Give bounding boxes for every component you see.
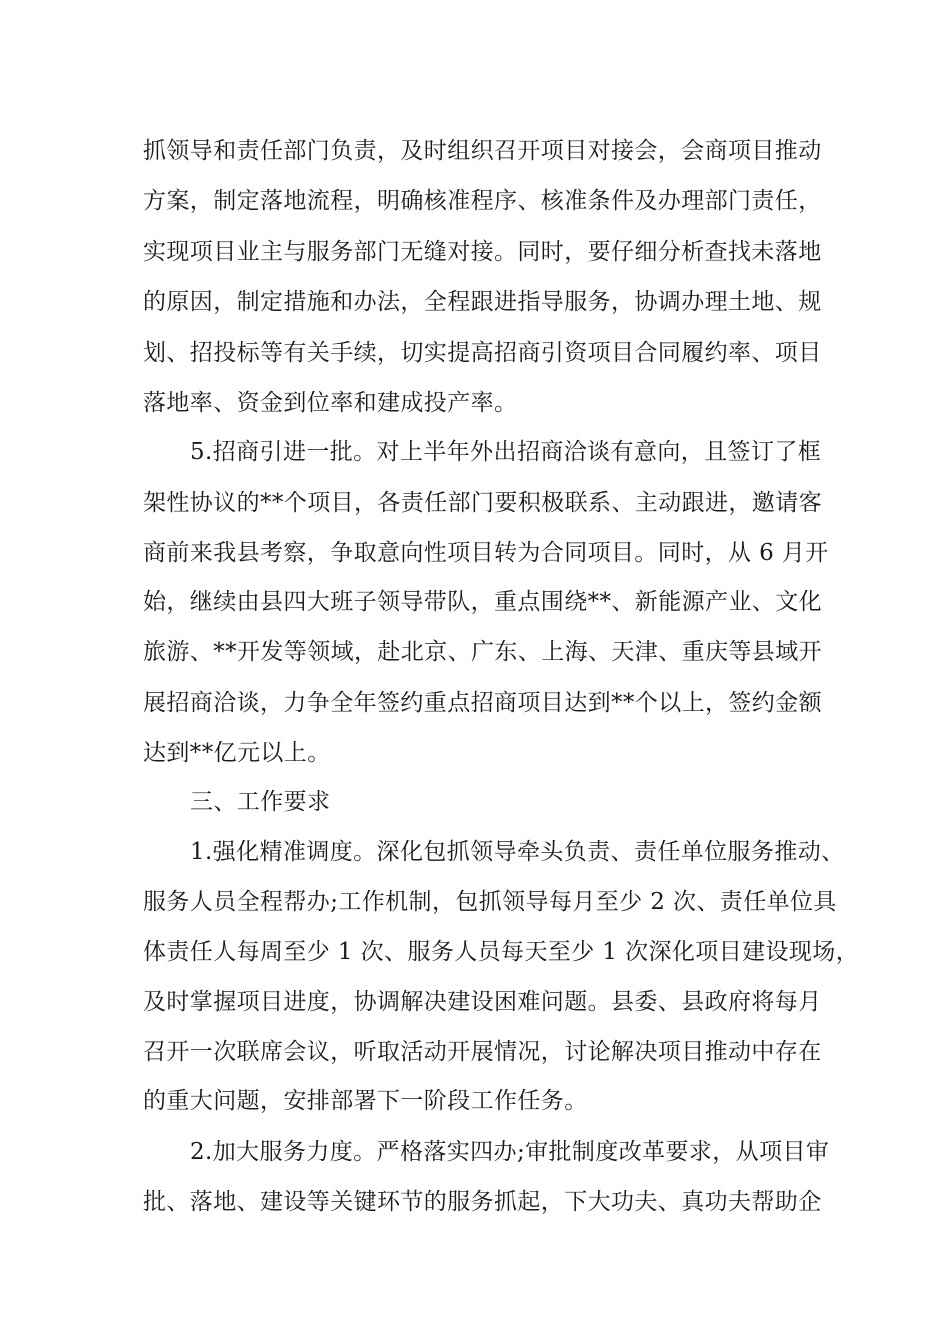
paragraph-line: 的原因，制定措施和办法，全程跟进指导服务，协调办理土地、规 (143, 289, 822, 315)
paragraph-line: 架性协议的**个项目，各责任部门要积极联系、主动跟进，邀请客 (143, 490, 822, 516)
paragraph-line: 服务人员全程帮办;工作机制，包抓领导每月至少 2 次、责任单位具 (143, 889, 837, 915)
paragraph-line: 抓领导和责任部门负责，及时组织召开项目对接会，会商项目推动 (143, 138, 822, 164)
paragraph-line: 落地率、资金到位率和建成投产率。 (143, 390, 518, 416)
paragraph-line: 2.加大服务力度。严格落实四办;审批制度改革要求，从项目审 (190, 1139, 830, 1165)
paragraph-line: 批、落地、建设等关键环节的服务抓起，下大功夫、真功夫帮助企 (143, 1189, 822, 1215)
paragraph-line: 达到**亿元以上。 (143, 740, 331, 766)
paragraph-line: 1.强化精准调度。深化包抓领导牵头负责、责任单位服务推动、 (190, 839, 845, 865)
section-heading: 三、工作要求 (190, 789, 331, 815)
paragraph-line: 始，继续由县四大班子领导带队，重点围绕**、新能源产业、文化 (143, 589, 822, 615)
paragraph-line: 召开一次联席会议，听取活动开展情况，讨论解决项目推动中存在 (143, 1039, 822, 1065)
paragraph-line: 方案，制定落地流程，明确核准程序、核准条件及办理部门责任， (143, 188, 822, 214)
paragraph-line: 旅游、**开发等领域，赴北京、广东、上海、天津、重庆等县域开 (143, 639, 822, 665)
paragraph-line: 体责任人每周至少 1 次、服务人员每天至少 1 次深化项目建设现场， (143, 939, 860, 965)
paragraph-line: 商前来我县考察，争取意向性项目转为合同项目。同时，从 6 月开 (143, 540, 829, 566)
paragraph-line: 5.招商引进一批。对上半年外出招商洽谈有意向，且签订了框 (190, 439, 822, 465)
paragraph-line: 及时掌握项目进度，协调解决建设困难问题。县委、县政府将每月 (143, 989, 822, 1015)
paragraph-line: 划、招投标等有关手续，切实提高招商引资项目合同履约率、项目 (143, 340, 822, 366)
paragraph-line: 实现项目业主与服务部门无缝对接。同时，要仔细分析查找未落地 (143, 239, 822, 265)
paragraph-line: 的重大问题，安排部署下一阶段工作任务。 (143, 1088, 588, 1114)
paragraph-line: 展招商洽谈，力争全年签约重点招商项目达到**个以上，签约金额 (143, 690, 822, 716)
